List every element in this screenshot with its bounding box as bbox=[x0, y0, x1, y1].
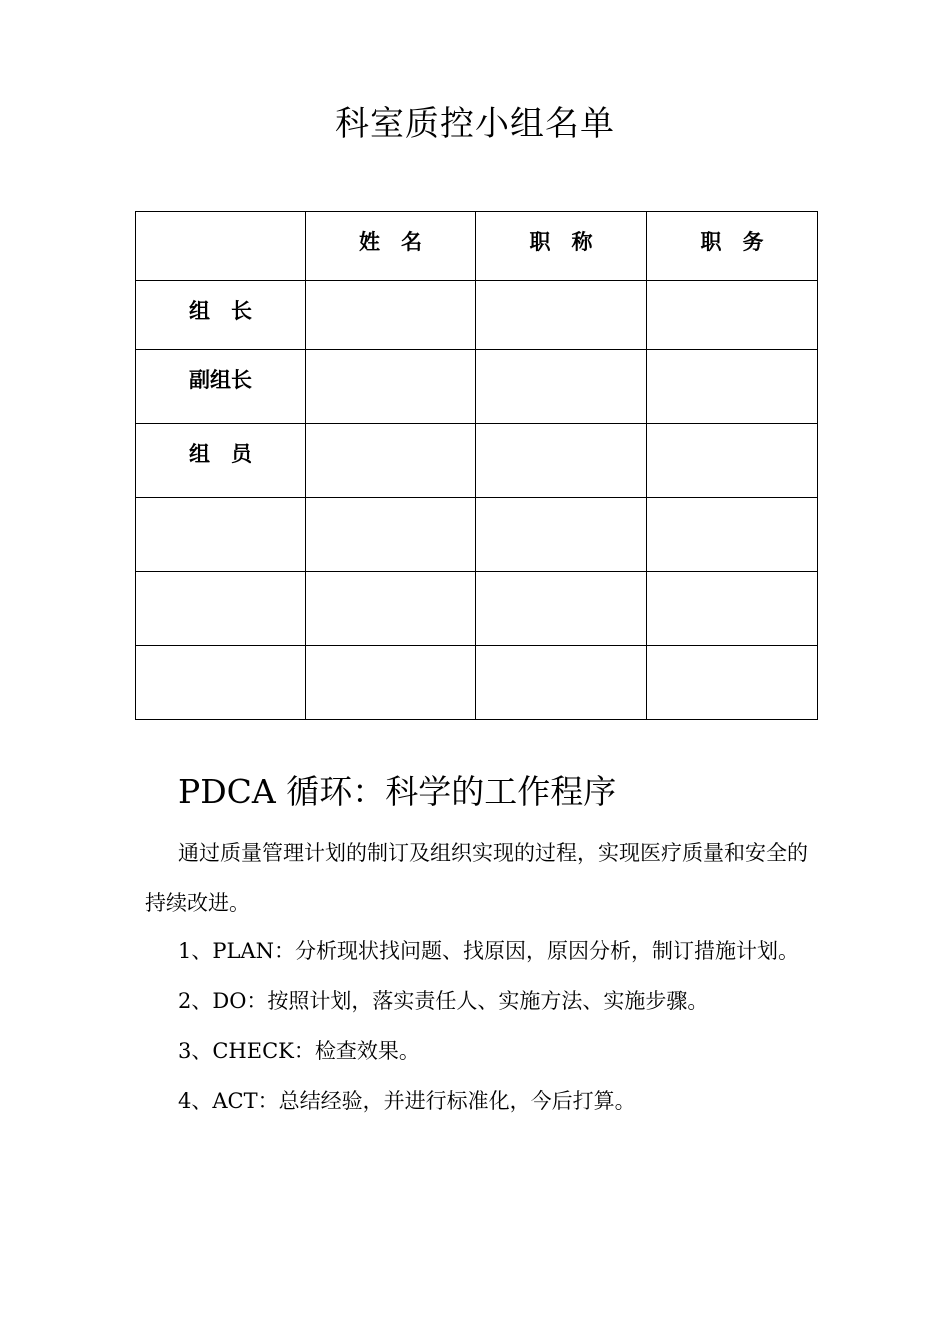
table-row bbox=[136, 281, 818, 350]
table-cell bbox=[647, 646, 818, 720]
table-cell bbox=[647, 572, 818, 646]
table-cell bbox=[476, 281, 647, 350]
table-cell bbox=[306, 572, 476, 646]
table-header-cell bbox=[136, 212, 306, 281]
intro-paragraph: 通过质量管理计划的制订及组织实现的过程，实现医疗质量和安全的持续改进。 bbox=[145, 841, 808, 915]
step-act: 4、ACT：总结经验，并进行标准化，今后打算。 bbox=[178, 1089, 636, 1113]
table-row-label bbox=[136, 572, 306, 646]
table-header-cell: 姓 名 bbox=[306, 212, 476, 281]
table-cell bbox=[476, 350, 647, 424]
step-plan: 1、PLAN：分析现状找问题、找原因，原因分析，制订措施计划。 bbox=[178, 939, 799, 963]
page-title: 科室质控小组名单 bbox=[335, 104, 615, 144]
table-row-label bbox=[136, 646, 306, 720]
table-row bbox=[136, 498, 818, 572]
table-cell bbox=[306, 350, 476, 424]
section-heading: PDCA 循环：科学的工作程序 bbox=[178, 772, 617, 811]
table-cell bbox=[306, 281, 476, 350]
table-row-label: 副组长 bbox=[136, 350, 306, 424]
table-row bbox=[136, 572, 818, 646]
table-cell bbox=[647, 498, 818, 572]
table-row bbox=[136, 350, 818, 424]
table-cell bbox=[476, 646, 647, 720]
table-header-cell: 职 务 bbox=[647, 212, 818, 281]
table-cell bbox=[476, 498, 647, 572]
table-cell bbox=[476, 572, 647, 646]
table-row bbox=[136, 646, 818, 720]
table-cell bbox=[647, 281, 818, 350]
table-row bbox=[136, 424, 818, 498]
table-row-label: 组 员 bbox=[136, 424, 306, 498]
table-cell bbox=[647, 424, 818, 498]
quality-control-team-table bbox=[135, 211, 818, 720]
table-cell bbox=[306, 424, 476, 498]
step-check: 3、CHECK：检查效果。 bbox=[178, 1039, 420, 1063]
table-header-row bbox=[136, 212, 818, 281]
table-header-cell: 职 称 bbox=[476, 212, 647, 281]
table-row-label bbox=[136, 498, 306, 572]
table-cell bbox=[306, 646, 476, 720]
table-row-label: 组 长 bbox=[136, 281, 306, 350]
table-cell bbox=[647, 350, 818, 424]
step-do: 2、DO：按照计划，落实责任人、实施方法、实施步骤。 bbox=[178, 989, 709, 1013]
table-cell bbox=[476, 424, 647, 498]
table-cell bbox=[306, 498, 476, 572]
